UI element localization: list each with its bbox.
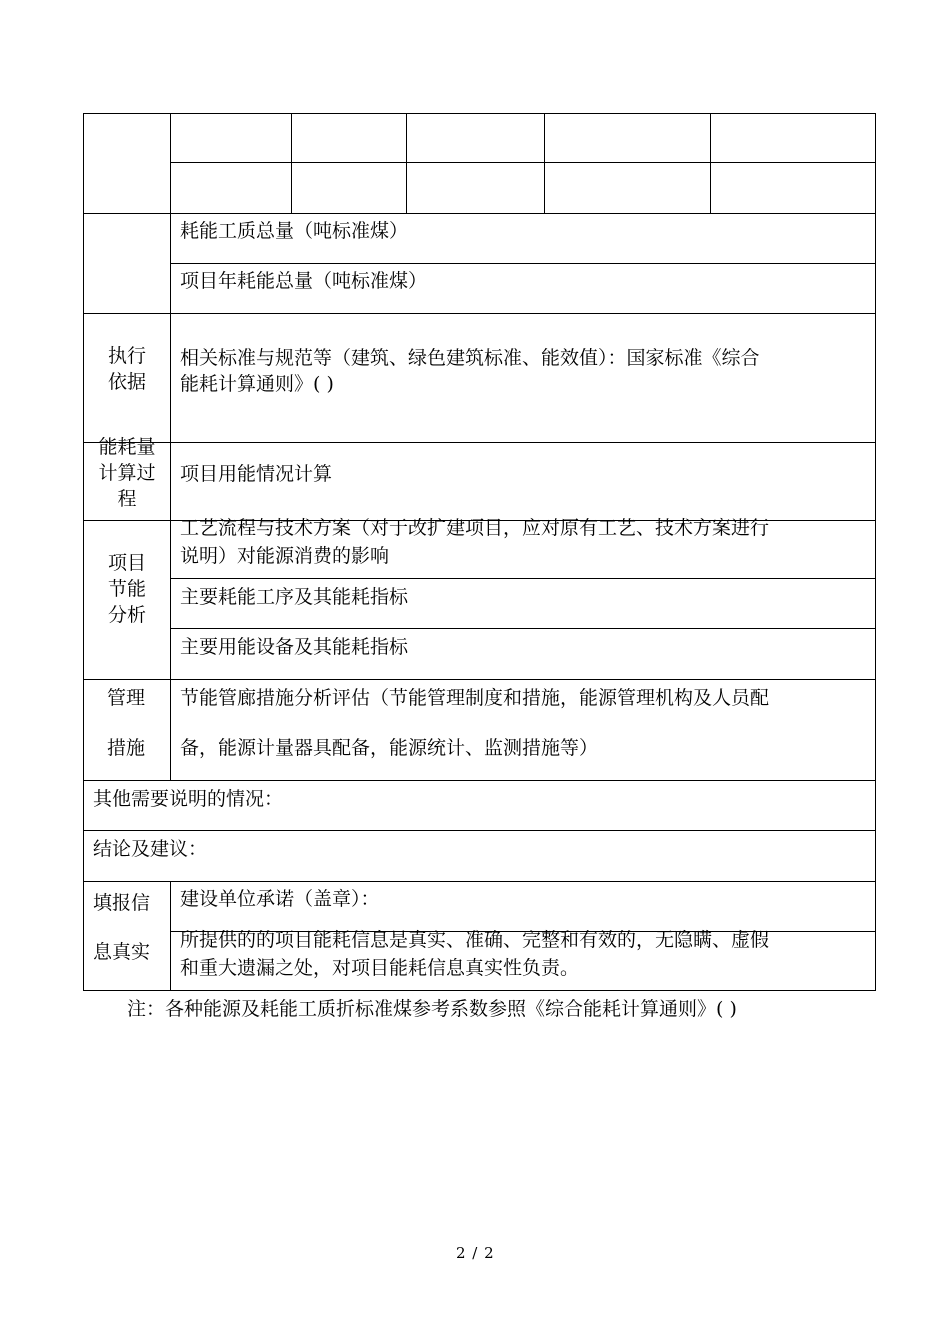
row-divider <box>83 881 876 882</box>
calculation-label: 能耗量 计算过 程 <box>98 436 156 510</box>
truth-label-line1: 填报信 <box>93 892 151 914</box>
basis-text-line1: 相关标准与规范等（建筑、绿色建筑标准、能效值）：国家标准《综合 <box>180 347 760 369</box>
process-text-line1: 工艺流程与技术方案（对于改扩建项目，应对原有工艺、技术方案进行 <box>180 517 770 539</box>
row-divider <box>170 628 876 629</box>
truth-label-line2: 息真实 <box>93 941 151 963</box>
row-divider <box>83 442 876 443</box>
main-equipment-text: 主要用能设备及其能耗指标 <box>180 636 409 658</box>
basis-label: 执行 依据 <box>107 345 146 393</box>
grid-col-divider <box>406 113 407 213</box>
row-divider <box>170 578 876 579</box>
annual-energy-total-cell: 项目年耗能总量（吨标准煤） <box>180 270 428 292</box>
grid-col-divider <box>291 113 292 213</box>
conclusion-row: 结论及建议： <box>93 838 208 860</box>
table-border-top <box>83 113 876 114</box>
grid-col-divider <box>544 113 545 213</box>
table-border-bottom <box>83 990 876 991</box>
grid-col-divider <box>710 113 711 213</box>
row-divider <box>83 780 876 781</box>
statement-line2: 和重大遗漏之处，对项目能耗信息真实性负责。 <box>180 957 580 979</box>
other-notes-row: 其他需要说明的情况： <box>93 788 284 810</box>
row-divider <box>83 830 876 831</box>
row-divider <box>83 313 876 314</box>
management-label-line2: 措施 <box>107 737 146 759</box>
statement-line1: 所提供的的项目能耗信息是真实、准确、完整和有效的，无隐瞒、虚假 <box>180 929 770 951</box>
row-divider <box>170 263 876 264</box>
commitment-text: 建设单位承诺（盖章）： <box>180 888 380 910</box>
footnote: 注：各种能源及耗能工质折标准煤参考系数参照《综合能耗计算通则》( ) <box>127 998 737 1020</box>
main-process-text: 主要耗能工序及其能耗指标 <box>180 586 409 608</box>
basis-text-line2: 能耗计算通则》( ) <box>180 373 334 395</box>
energy-medium-total-cell: 耗能工质总量（吨标准煤） <box>180 220 409 242</box>
calculation-text: 项目用能情况计算 <box>180 463 333 485</box>
management-label-line1: 管理 <box>107 687 146 709</box>
management-text-line1: 节能管廊措施分析评估（节能管理制度和措施，能源管理机构及人员配 <box>180 687 770 709</box>
analysis-label: 项目 节能 分析 <box>107 552 146 626</box>
page-number: 2 / 2 <box>456 1244 495 1262</box>
grid-row-divider <box>170 162 876 163</box>
table-border-right <box>875 113 876 991</box>
label-column-divider-bottom <box>170 881 171 991</box>
management-text-line2: 备，能源计量器具配备，能源统计、监测措施等） <box>180 737 599 759</box>
row-divider <box>83 213 876 214</box>
row-divider <box>83 679 876 680</box>
process-text-line2: 说明）对能源消费的影响 <box>180 545 390 567</box>
